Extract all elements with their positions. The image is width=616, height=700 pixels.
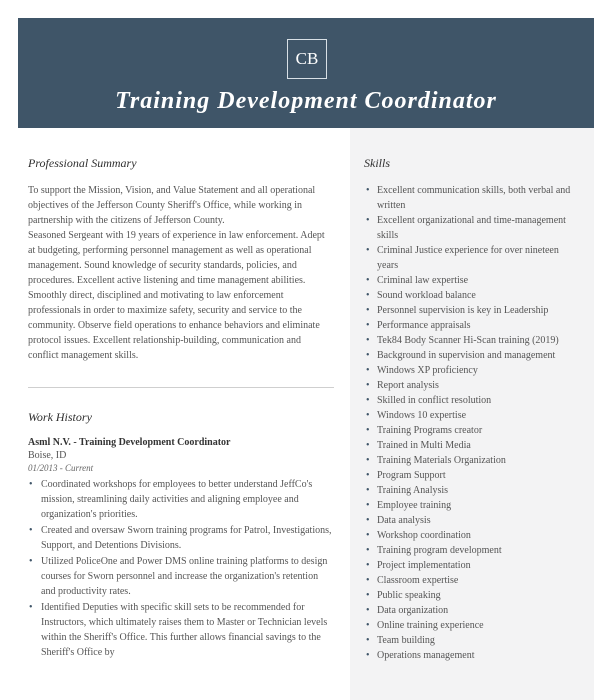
skill-item: • Data organization (364, 603, 574, 618)
resume-title: Training Development Coordinator (115, 88, 497, 114)
skill-item: • Sound workload balance (364, 288, 574, 303)
skill-item: • Performance appraisals (364, 318, 574, 333)
initials-monogram: CB (287, 39, 327, 79)
job-bullets (28, 477, 334, 660)
skill-item: • Skilled in conflict resolution (364, 393, 574, 408)
summary-paragraph: To support the Mission, Vision, and Value Statement and all operational objectives of the Jefferson County Sheriff's Office, while working in partnership with the citizens of Jefferson County. (28, 185, 316, 226)
skill-item: • Project implementation (364, 558, 574, 573)
job-dates: 01/2013 - Current (28, 463, 94, 473)
skill-item: • Report analysis (364, 378, 574, 393)
job-title: Asml N.V. - Training Development Coordinator (28, 437, 231, 448)
work-history-heading: Work History (28, 410, 92, 424)
skill-item: • Public speaking (364, 588, 574, 603)
job-bullet: • Utilized PoliceOne and Power DMS online training platforms to design courses for Sworn personnel and increase the organization's retention and productivity rates. (28, 554, 334, 599)
skill-item: • Training Analysis (364, 483, 574, 498)
skill-item: • Team building (364, 633, 574, 648)
job-location: Boise, ID (28, 450, 67, 461)
job-bullet: • Coordinated workshops for employees to better understand JeffCo's mission, streamlining daily activities and aligning employee and organization's priorities. (28, 477, 334, 522)
skill-item: • Criminal law expertise (364, 273, 574, 288)
skill-item: • Criminal Justice experience for over nineteen years (364, 243, 574, 273)
skill-item: • Operations management (364, 648, 574, 663)
skills-list (364, 183, 574, 663)
skill-item: • Trained in Multi Media (364, 438, 574, 453)
skill-item: • Training Programs creator (364, 423, 574, 438)
main-column (28, 156, 334, 661)
job-bullet: • Identified Deputies with specific skill sets to be recommended for Instructors, which ultimately raises them to Master or Technician levels within the Sheriff's Office. This further allows financial savings to the Sheriff's Office by (28, 600, 334, 660)
skill-item: • Excellent communication skills, both verbal and written (364, 183, 574, 213)
summary-text (28, 183, 334, 363)
skill-item: • Program Support (364, 468, 574, 483)
skill-item: • Excellent organizational and time-management skills (364, 213, 574, 243)
skills-column (364, 156, 574, 663)
summary-heading: Professional Summary (28, 156, 137, 170)
skill-item: • Classroom expertise (364, 573, 574, 588)
summary-paragraph: Seasoned Sergeant with 19 years of experience in law enforcement. Adept at budgeting, performing personnel management as well as operational management. Sound knowledge of security standards, policies, and procedures. Excellent active listening and time management abilities. Smoothly direct, disciplined and motivating to law enforcement professionals in order to maximize safety, security and service to the community. Observe field operations to enhance behaviors and eliminate protocol issues. Excellent relationship-building, communication and conflict management skills. (28, 230, 325, 361)
skill-item: • Windows 10 expertise (364, 408, 574, 423)
skill-item: • Workshop coordination (364, 528, 574, 543)
job-bullet: • Created and oversaw Sworn training programs for Patrol, Investigations, Support, and Detentions Divisions. (28, 523, 334, 553)
skill-item: • Training program development (364, 543, 574, 558)
skill-item: • Tek84 Body Scanner Hi-Scan training (2019) (364, 333, 574, 348)
skills-heading: Skills (364, 156, 390, 170)
skill-item: • Personnel supervision is key in Leadership (364, 303, 574, 318)
skill-item: • Training Materials Organization (364, 453, 574, 468)
section-divider (28, 387, 334, 388)
skill-item: • Windows XP proficiency (364, 363, 574, 378)
skill-item: • Data analysis (364, 513, 574, 528)
skill-item: • Online training experience (364, 618, 574, 633)
skill-item: • Background in supervision and management (364, 348, 574, 363)
skill-item: • Employee training (364, 498, 574, 513)
